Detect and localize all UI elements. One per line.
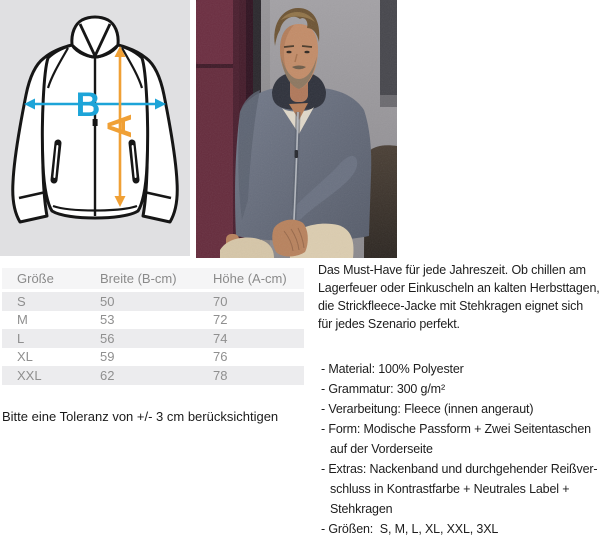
size-measurement-diagram — [0, 0, 190, 256]
breite-cell: 62 — [100, 367, 115, 383]
feature-form: - Form: Modische Passform + Zwei Seitentaschen auf der Vorderseite — [321, 422, 595, 456]
hoehe-cell: 70 — [213, 293, 228, 309]
hoehe-cell: 72 — [213, 312, 228, 328]
jacket-sketch-icon — [0, 0, 190, 256]
size-cell: XL — [17, 349, 33, 365]
feature-grammatur: - Grammatur: 300 g/m² — [321, 382, 445, 396]
product-feature-list — [318, 359, 600, 539]
col-header-hoehe: Höhe (A-cm) — [213, 271, 287, 286]
col-header-groesse: Größe — [17, 271, 54, 286]
table-row — [2, 311, 304, 330]
table-row — [2, 348, 304, 367]
product-description-intro: Das Must-Have für jede Jahreszeit. Ob chillen am Lagerfeuer oder Einkuscheln an kalten Herbsttagen, die Strickfleece-Jacke mit Stehkragen eignet sich für jedes Szenario perfekt. — [318, 263, 600, 331]
feature-groessen: - Größen: S, M, L, XL, XXL, 3XL — [321, 522, 499, 536]
hoehe-cell: 78 — [213, 367, 228, 383]
width-label: B — [75, 86, 101, 124]
breite-cell: 59 — [100, 349, 115, 365]
breite-cell: 56 — [100, 330, 115, 346]
breite-cell: 50 — [100, 293, 115, 309]
size-cell: XXL — [17, 367, 42, 383]
product-photo-image — [196, 0, 397, 258]
table-row — [2, 292, 304, 311]
size-table — [2, 268, 304, 424]
hoehe-cell: 74 — [213, 330, 228, 346]
size-cell: L — [17, 330, 25, 346]
size-cell: S — [17, 293, 26, 309]
table-row — [2, 366, 304, 385]
feature-material: - Material: 100% Polyester — [321, 362, 464, 376]
feature-verarbeitung: - Verarbeitung: Fleece (innen angeraut) — [321, 402, 534, 416]
size-cell: M — [17, 312, 28, 328]
size-table-header-row — [2, 268, 304, 289]
breite-cell: 53 — [100, 312, 115, 328]
height-label: A — [101, 113, 139, 139]
tolerance-note: Bitte eine Toleranz von +/- 3 cm berücksichtigen — [2, 408, 279, 424]
col-header-breite: Breite (B-cm) — [100, 271, 177, 286]
hoehe-cell: 76 — [213, 349, 228, 365]
product-description — [318, 261, 600, 539]
size-table-body — [2, 292, 304, 385]
feature-extras: - Extras: Nackenband und durchgehender Reißverschluss in Kontrastfarbe + Neutrales Label + Stehkragen — [321, 462, 598, 516]
table-row — [2, 329, 304, 348]
